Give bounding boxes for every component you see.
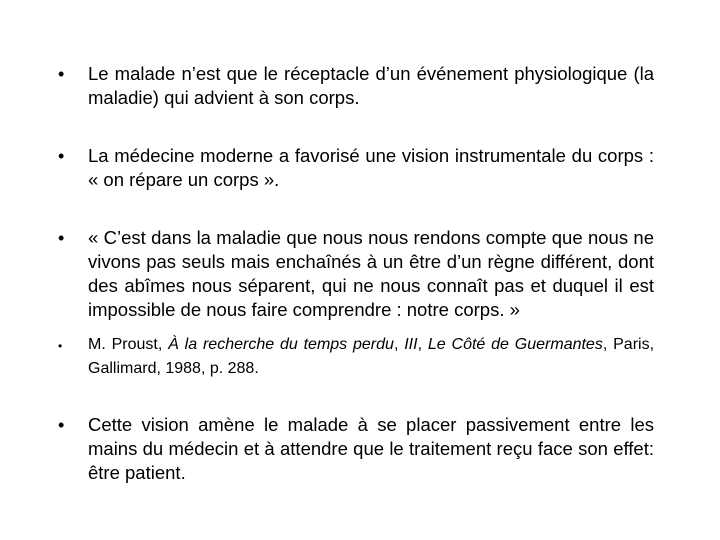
- bullet-item-passive-patient: [58, 413, 654, 485]
- bullet-item-modern-medicine: [58, 144, 654, 192]
- bullet-icon: •: [58, 339, 63, 353]
- citation-separator: ,: [393, 336, 405, 353]
- bullet-icon: •: [58, 415, 65, 435]
- bullet-item-patient-receptacle: [58, 62, 654, 110]
- citation-author: M. Proust,: [88, 336, 169, 353]
- bullet-text: Cette vision amène le malade à se placer passivement entre les mains du médecin et à attendre que le traitement reçu face son effet: être patient.: [88, 414, 654, 483]
- citation-subtitle: Le Côté de Guermantes: [427, 336, 603, 353]
- quote-text: « C’est dans la maladie que nous nous rendons compte que nous ne vivons pas seuls mais enchaînés à un être d’un règne différent, dont des abîmes nous séparent, qui ne nous connaît pas et duquel il est impossible de nous faire comprendre : notre corps. »: [88, 227, 654, 320]
- bullet-icon: •: [58, 64, 65, 84]
- citation-volume: III: [404, 336, 418, 353]
- bullet-item-proust-quote: [58, 226, 654, 322]
- citation-publication: , Paris, Gallimard, 1988, p. 288.: [88, 336, 655, 377]
- bullet-list: [58, 62, 654, 485]
- citation-title: À la recherche du temps perdu: [168, 336, 394, 353]
- citation-separator: ,: [417, 336, 428, 353]
- bullet-icon: •: [58, 228, 65, 248]
- bullet-text: Le malade n’est que le réceptacle d’un événement physiologique (la maladie) qui advient à son corps.: [88, 63, 654, 108]
- bullet-icon: •: [58, 146, 65, 166]
- bullet-text: La médecine moderne a favorisé une vision instrumentale du corps : « on répare un corps ».: [88, 145, 654, 190]
- bullet-item-citation: [58, 333, 654, 381]
